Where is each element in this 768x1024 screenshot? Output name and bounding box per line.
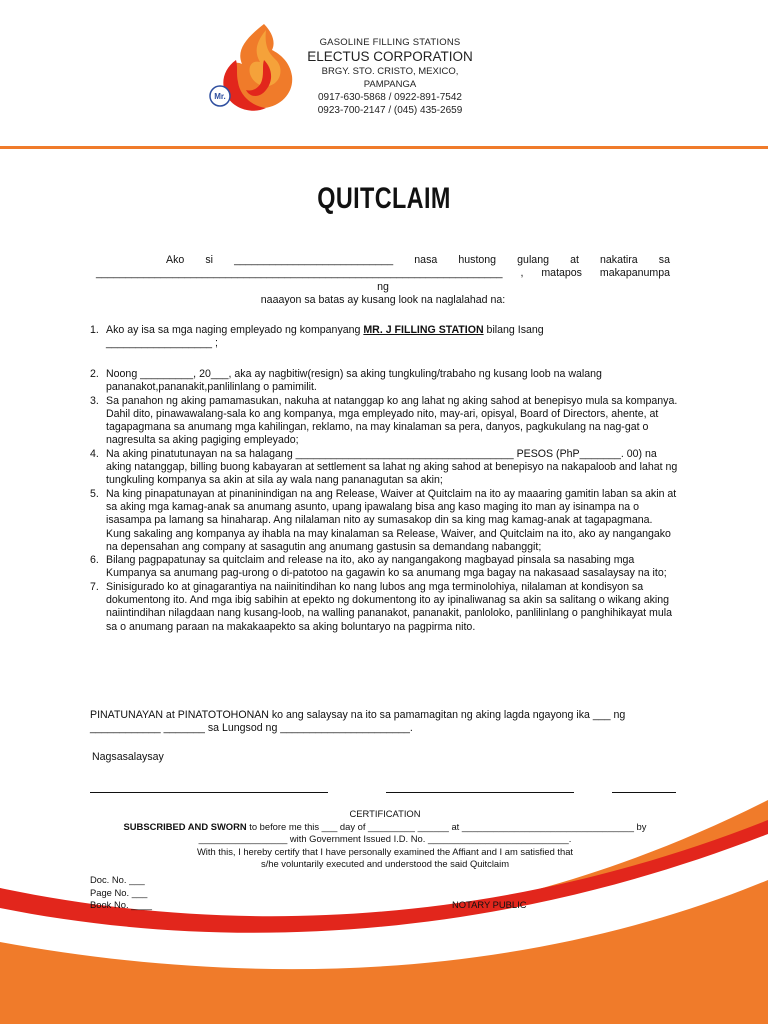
numbered-list [90,368,680,634]
book-no: Book No. ____ [90,899,153,910]
list-item-6 [90,554,680,581]
certification-line-1 [90,821,680,834]
item-text: Sinisigurado ko at ginagarantiya na naiinitindihan ko nang lubos ang mga terminolohiya, nilalaman at kondisyon sa dokumentong ito. And mga ibig sabihin at epekto ng dokumentong ito ay ipinaliwanag sa akin sa salitang o wikang aking naiintindihan nilagdaan nang kusang-loob, na walling pananakot, pananakit, panloloko, panlilinlang o panghihikayat mula sa o anumang paraan na makakaapekto sa aking boluntaryo na pagpirma nito. [106,580,673,633]
item-text: Ako ay isa sa mga naging empleyado ng kompanyang [106,324,364,336]
company-phone-2: 0923-700-2147 / (045) 435-2659 [317,105,463,116]
attestation-line-2: ____________ _______ sa Lungsod ng ______________________. [90,722,413,735]
item-number: 2. [90,368,99,380]
item-text: Sa panahon ng aking pamamasukan, nakuha at natanggap ko ang lahat ng aking sahod at benepisyo mula sa kompanya. Dahil dito, pinawawalang-sala ko ang kompanya, mga empleyado nito, may-ari, opisyal, Board of Directors, ahente, at tagapagmana sa anumang mga kahilingan, reklamo, na may kinalaman sa pera, danyos, pagkukulang na nag-gat o nagresulta sa aking pagiging empleyado; [106,394,678,447]
certification-line-2: _________________ with Government Issued I.D. No. ___________________________. [198,833,572,844]
intro-paragraph [96,254,670,307]
sworn-label: SUBSCRIBED AND SWORN [123,820,247,832]
item-number: 6. [90,554,99,567]
item-number: 7. [90,580,99,593]
item-text: Noong _________, 20___, aka ay nagbitiw(resign) sa aking tungkuling/trabaho ng kusang loob na walang pananakot,pananakit,panlilinlang o pamimilit. [106,368,602,394]
certification-text: to before me this ___ day of _________ ______ at _________________________________ by [246,820,647,832]
list-item-1 [90,324,680,351]
header-divider [0,146,768,149]
notary-register [90,874,152,912]
attestation-paragraph [90,709,680,736]
affiant-label: Nagsasalaysay [92,751,164,763]
certification-heading: CERTIFICATION [349,808,421,819]
certification-line-3: With this, I hereby certify that I have personally examined the Affiant and I am satisfied that [196,845,574,857]
page-no: Page No. ___ [90,886,148,898]
item-number: 1. [90,324,99,336]
item-text: Na aking pinatutunayan na sa halagang _____________________________________ PESOS (PhP_______. 00) na aking natanggap, billing buong kabayaran at settlement sa lahat ng aking sahod at benepisyo na nakapaloob and lahat ng tungkuling kompanya sa akin at sila ay wala nang pananagutan sa akin; [106,447,678,487]
company-tagline: GASOLINE FILLING STATIONS [319,37,461,48]
affiant-signature-line [90,792,328,793]
company-address: BRGY. STO. CRISTO, MEXICO, PAMPANGA [321,66,459,90]
certification-block [90,808,680,871]
svg-text:Mr.: Mr. [214,92,226,101]
list-item-2 [90,368,680,395]
item-text: Na king pinapatunayan at pinaninindigan na ang Release, Waiver at Quitclaim na ito ay maaaring gamitin laban sa akin at sa aking mga kamag-anak sa anumang asunto, upang ipawalang bisa ang kaso maging ito man ay isinampa na o isasampa pa lamang sa hinaharap. Ang nilalaman nito ay sumasakop din sa king mag kamag-anak at tagapagmana. Kung sakaling ang kompanya ay ihabla na may kinalaman sa Release, Waiver, and Quitclaim na ito, ako ay nangangako na depensahan ang company at sasagutin ang anumang gastusin sa demandang nabanggit; [106,487,677,553]
notary-public-label: NOTARY PUBLIC [452,899,527,910]
intro-line-3: ng [377,280,389,293]
certification-line-4: s/he voluntarily executed and understood the said Quitclaim [260,858,510,869]
company-name-underlined: MR. J FILLING STATION [363,324,484,336]
document-title: QUITCLAIM [317,182,451,215]
list-item-4 [90,448,680,488]
date-signature-line [612,792,676,793]
item-text: Bilang pagpapatunay sa quitclaim and release na ito, ako ay nangangakong magbayad pinsala sa nasabing mga Kumpanya sa anumang pag-urong o di-patotoo na gagawin ko sa anumang mga bagay na nakasaad sasalaysay na ito; [106,554,667,580]
item-number: 5. [90,487,99,500]
list-item-5 [90,488,680,554]
intro-line-2: _____________________________________________________________________ , matapos makapanumpa [96,267,670,280]
company-name: ELECTUS CORPORATION [307,49,473,64]
company-info [300,36,480,117]
item-number: 3. [90,394,99,407]
item-number: 4. [90,447,99,460]
intro-line-4: naaayon sa batas ay kusang look na naglalahad na: [260,293,506,306]
company-logo [206,20,302,116]
id-signature-line [386,792,574,793]
attestation-line-1: PINATUNAYAN at PINATOTOHONAN ko ang salaysay na ito sa pamamagitan ng aking lagda ngayong ika ___ ng [90,709,626,721]
company-phone-1: 0917-630-5868 / 0922-891-7542 [317,92,462,103]
doc-no: Doc. No. ___ [90,874,145,885]
item-blank-line: __________________ ; [106,337,218,350]
item-text: bilang Isang [483,324,544,336]
list-item-3 [90,395,680,448]
intro-line-1: Ako si ___________________________ nasa hustong gulang at nakatira sa [166,254,670,266]
list-item-7 [90,581,680,634]
